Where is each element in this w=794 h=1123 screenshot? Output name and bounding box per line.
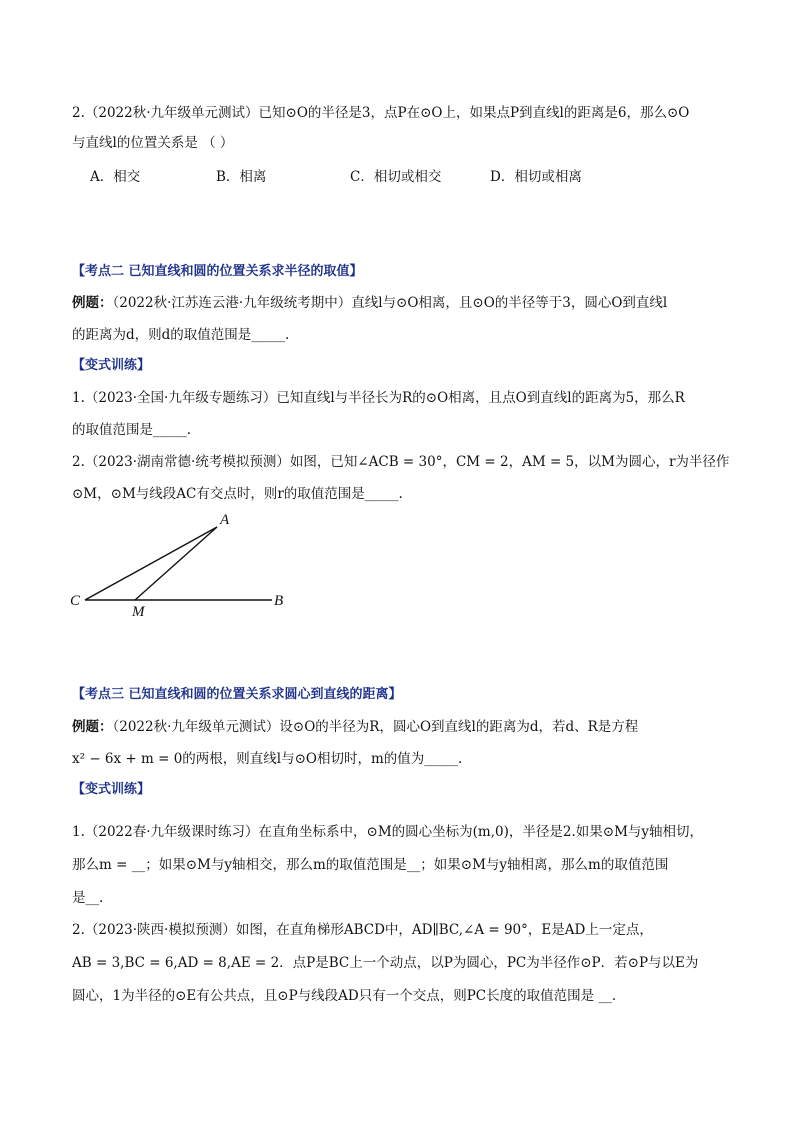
section2-p1-line2: 的取值范围是_____. [72,422,192,438]
section3-example-line1 [72,717,638,737]
section3-p2-line2: AB = 3,BC = 6,AD = 8,AE = 2．点P是BC上一个动点，以P为圆心，PC为半径作⊙P．若⊙P与以E为 [72,955,699,971]
example-text: （2022秋·九年级单元测试）设⊙O的半径为R，圆心O到直线l的距离为d，若d、R是方程 [112,719,639,735]
section2-p2-line2: ⊙M，⊙M与线段AC有交点时，则r的取值范围是_____. [72,486,403,502]
segment-ca [85,527,217,600]
section2-p2-line1: 2.（2023·湖南常德·统考模拟预测）如图，已知∠ACB = 30°，CM = 2，AM = 5，以M为圆心，r为半径作 [72,454,730,470]
q1-options [90,167,582,187]
q1-stem-line1: 2.（2022秋·九年级单元测试）已知⊙O的半径是3，点P在⊙O上，如果点P到直线l的距离是6，那么⊙O [72,105,690,121]
section2-heading: 【考点二 已知直线和圆的位置关系求半径的取值】 [72,264,363,279]
section3-p1-line1: 1.（2022春·九年级课时练习）在直角坐标系中，⊙M的圆心坐标为(m,0)，半径是2.如果⊙M与y轴相切， [72,824,704,840]
label-b: B [274,593,284,609]
section3-heading: 【考点三 已知直线和圆的位置关系求圆心到直线的距离】 [72,687,402,702]
section3-p2-line3: 圆心，1为半径的⊙E有公共点，且⊙P与线段AD只有一个交点，则PC长度的取值范围是 __. [72,988,617,1004]
section3-p1-line3: 是__. [72,890,104,906]
option-d: D．相切或相离 [490,169,582,185]
section2-practice-heading: 【变式训练】 [72,358,151,373]
option-a: A．相交 [90,169,141,185]
section3-p2-line1: 2.（2023·陕西·模拟预测）如图，在直角梯形ABCD中，AD∥BC,∠A = 90°，E是AD上一定点， [72,922,653,938]
segment-ma [135,527,217,600]
q1-stem-line2: 与直线l的位置关系是 （ ） [72,135,234,151]
example-label: 例题： [72,719,113,735]
option-b: B．相离 [216,169,267,185]
label-a: A [220,512,230,528]
section2-example-line1 [72,293,667,313]
example-text: （2022秋·江苏连云港·九年级统考期中）直线l与⊙O相离，且⊙O的半径等于3，圆心O到直线l [112,295,668,311]
triangle-figure [60,505,310,620]
label-c: C [70,593,81,609]
section2-p1-line1: 1.（2023·全国·九年级专题练习）已知直线l与半径长为R的⊙O相离，且点O到直线l的距离为5，那么R [72,390,685,406]
section3-practice-heading: 【变式训练】 [72,782,151,797]
example-label: 例题： [72,295,113,311]
section3-p1-line2: 那么m = __；如果⊙M与y轴相交，那么m的取值范围是__；如果⊙M与y轴相离，那么m的取值范围 [72,857,669,873]
section2-example-line2: 的距离为d，则d的取值范围是_____. [72,327,290,343]
label-m: M [132,604,145,620]
section3-example-line2: x² − 6x + m = 0的两根，则直线l与⊙O相切时，m的值为_____. [72,751,463,767]
option-c: C．相切或相交 [350,169,442,185]
